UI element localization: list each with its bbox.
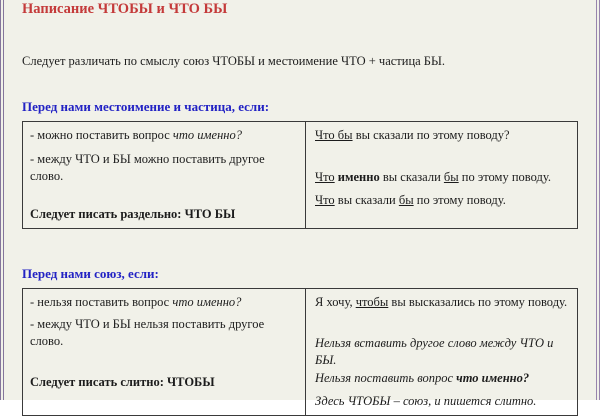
intro-text: Следует различать по смыслу союз ЧТОБЫ и местоимение ЧТО + частица БЫ. [22, 54, 446, 68]
conclusion-text: Следует писать раздельно: ЧТО БЫ [30, 207, 236, 221]
usage-note: Здесь ЧТОБЫ – союз, и пишется слитно. [315, 394, 537, 408]
rule-item: - между ЧТО и БЫ нельзя поставить другое слово. [30, 317, 265, 348]
usage-note: Нельзя поставить вопрос что именно? [315, 371, 530, 385]
section1-header: Перед нами местоимение и частица, если: [22, 99, 270, 114]
section1-rules-cell [23, 122, 306, 228]
example-sentence: Что именно вы сказали бы по этому поводу. [315, 170, 551, 184]
rule-item: - между ЧТО и БЫ можно поставить другое слово. [30, 152, 265, 183]
example-sentence: Что бы вы сказали по этому поводу? [315, 128, 510, 142]
example-sentence: Что вы сказали бы по этому поводу. [315, 193, 506, 207]
section2-rules-cell [23, 289, 306, 415]
section1-table [22, 121, 578, 229]
conclusion-term: ЧТО БЫ [184, 207, 236, 221]
conclusion-term: ЧТОБЫ [166, 375, 215, 389]
usage-note: Нельзя вставить другое слово между ЧТО и БЫ. [315, 336, 554, 367]
section2-table [22, 288, 578, 416]
section2-examples-cell [306, 289, 577, 415]
page-title: Написание ЧТОБЫ и ЧТО БЫ [22, 1, 228, 17]
rule-question-italic: что именно? [172, 128, 242, 142]
rule-item: - можно поставить вопрос что именно? [30, 128, 242, 142]
section2-header: Перед нами союз, если: [22, 266, 159, 281]
conclusion-text: Следует писать слитно: ЧТОБЫ [30, 375, 215, 389]
section1-examples-cell [306, 122, 577, 228]
rule-item: - нельзя поставить вопрос что именно? [30, 295, 242, 309]
example-sentence: Я хочу, чтобы вы высказались по этому поводу. [315, 295, 568, 309]
rule-question-italic: что именно? [172, 295, 242, 309]
